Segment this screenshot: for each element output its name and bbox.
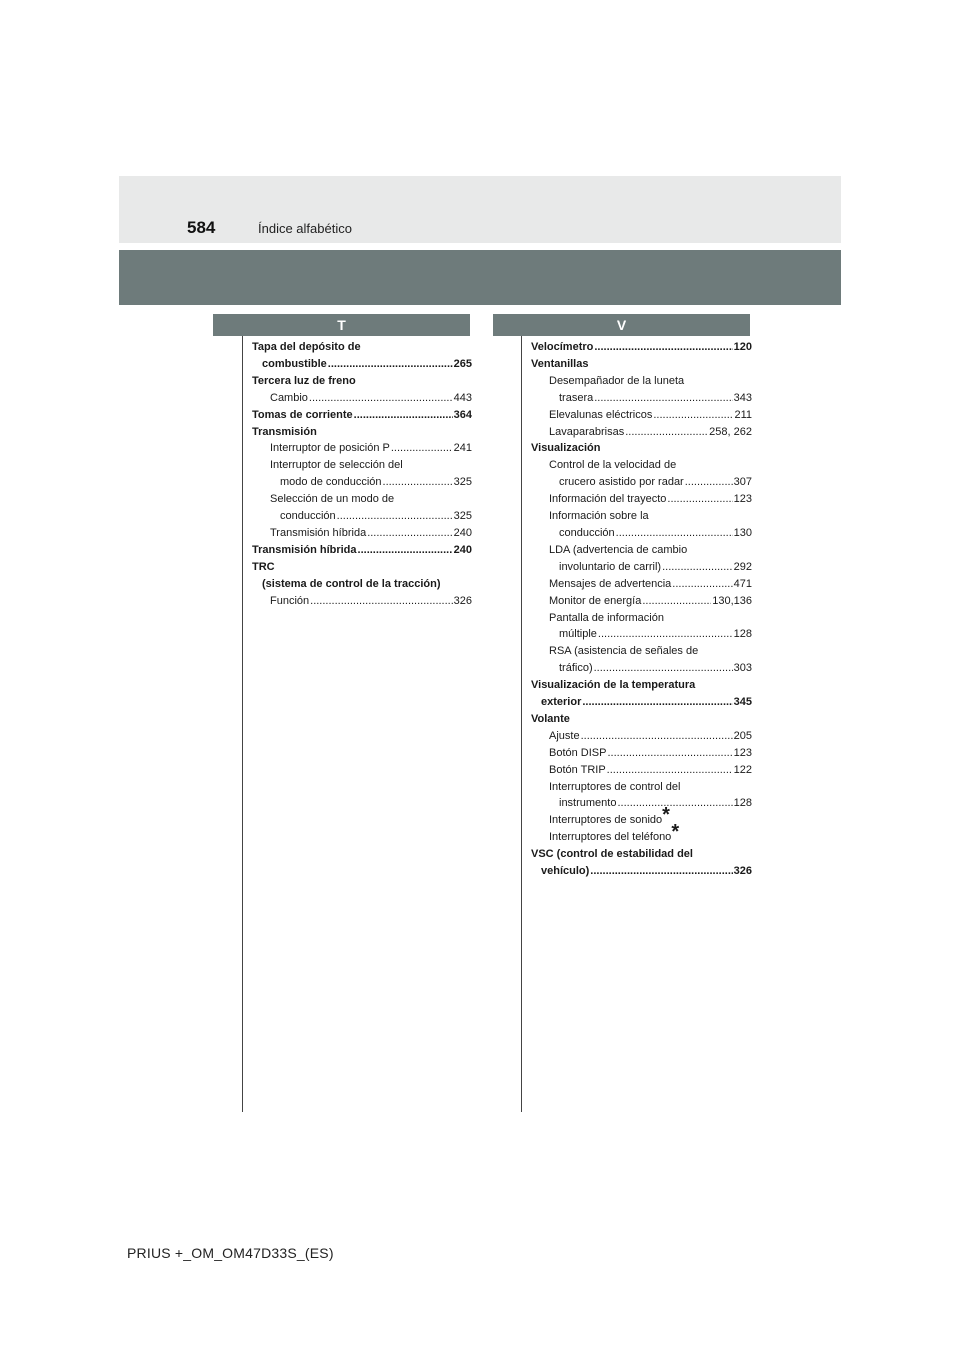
index-entry-term: Monitor de energía bbox=[549, 594, 642, 607]
index-entry-page: 130,136 bbox=[712, 594, 752, 607]
index-entry-term: Control de la velocidad de bbox=[549, 459, 677, 472]
index-entry-page: 120 bbox=[733, 341, 752, 353]
index-entry bbox=[252, 542, 472, 559]
footnote-asterisk: * bbox=[662, 804, 670, 827]
index-entry-term: Lavaparabrisas bbox=[549, 425, 625, 438]
index-entry-term: Interruptores de control del bbox=[549, 780, 681, 793]
footnote-asterisk: * bbox=[671, 821, 680, 844]
index-entry-term: RSA (asistencia de señales de bbox=[549, 645, 699, 658]
index-entry bbox=[531, 660, 752, 677]
index-entry-page: 122 bbox=[733, 763, 752, 776]
index-entry-page: 292 bbox=[733, 560, 752, 573]
index-entry bbox=[531, 542, 752, 559]
index-entry-term: Volante bbox=[531, 712, 570, 725]
index-entry bbox=[531, 424, 752, 441]
index-entry-term: Interruptores del teléfono bbox=[549, 831, 672, 844]
index-entry bbox=[252, 356, 472, 373]
index-entry bbox=[531, 846, 752, 863]
index-entry-term: exterior bbox=[541, 696, 582, 709]
index-entry bbox=[531, 373, 752, 390]
index-entry bbox=[531, 694, 752, 711]
index-entry bbox=[252, 474, 472, 491]
section-title: Índice alfabético bbox=[258, 221, 352, 236]
index-entry bbox=[531, 339, 752, 356]
index-entry bbox=[252, 440, 472, 457]
index-entry-term: Cambio bbox=[270, 391, 308, 404]
index-entry-page: 325 bbox=[453, 476, 472, 489]
index-entry bbox=[531, 407, 752, 424]
leader-dots bbox=[653, 407, 733, 424]
leader-dots bbox=[642, 593, 711, 610]
index-entry-term: (sistema de control de la tracción) bbox=[262, 577, 441, 590]
index-entry bbox=[531, 762, 752, 779]
index-entry-term: LDA (advertencia de cambio bbox=[549, 543, 688, 556]
index-entry-term: Selección de un modo de bbox=[270, 493, 395, 506]
index-entry bbox=[252, 491, 472, 508]
leader-dots bbox=[594, 390, 732, 407]
index-entry bbox=[531, 491, 752, 508]
leader-dots bbox=[391, 440, 453, 457]
index-entry-term: Interruptor de posición P bbox=[270, 442, 390, 455]
letter-heading-t: T bbox=[213, 314, 470, 336]
index-entry-page: 326 bbox=[453, 594, 472, 607]
index-entry bbox=[252, 457, 472, 474]
index-entry-term: Interruptores de sonido bbox=[549, 814, 663, 827]
letter-heading-v: V bbox=[493, 314, 750, 336]
index-entry bbox=[531, 863, 752, 880]
index-entry-term: VSC (control de estabilidad del bbox=[531, 848, 693, 861]
index-entry bbox=[531, 821, 752, 846]
index-entry-term: Función bbox=[270, 594, 310, 607]
index-entry bbox=[531, 356, 752, 373]
leader-dots bbox=[625, 424, 708, 441]
index-entry-page: 443 bbox=[453, 391, 472, 404]
index-entry-page: 241 bbox=[453, 442, 472, 455]
index-entry bbox=[252, 424, 472, 441]
index-entry-page: 345 bbox=[733, 696, 752, 709]
index-entry-term: Transmisión bbox=[252, 425, 317, 438]
leader-dots bbox=[337, 508, 453, 525]
index-entry-term: Visualización de la temperatura bbox=[531, 679, 696, 692]
index-entry bbox=[252, 373, 472, 390]
index-entry-term: Información sobre la bbox=[549, 510, 649, 523]
index-entry bbox=[252, 407, 472, 424]
leader-dots bbox=[358, 542, 453, 559]
index-entry-term: Desempañador de la luneta bbox=[549, 374, 685, 387]
index-column-t bbox=[252, 339, 472, 610]
index-entry bbox=[252, 508, 472, 525]
index-entry-term: Ventanillas bbox=[531, 357, 589, 370]
index-entry bbox=[252, 576, 472, 593]
index-column-v bbox=[531, 339, 752, 880]
index-entry-page: 240 bbox=[453, 543, 472, 556]
index-entry-term: Ajuste bbox=[549, 729, 580, 742]
index-entry-term: Botón DISP bbox=[549, 746, 607, 759]
leader-dots bbox=[594, 660, 733, 677]
index-entry-page: 343 bbox=[733, 391, 752, 404]
index-entry-term: modo de conducción bbox=[280, 476, 382, 489]
page-number: 584 bbox=[187, 218, 216, 237]
leader-dots bbox=[367, 525, 452, 542]
leader-dots bbox=[685, 474, 733, 491]
index-entry bbox=[531, 677, 752, 694]
index-entry-term: crucero asistido por radar bbox=[559, 476, 684, 489]
index-entry-page: 471 bbox=[733, 577, 752, 590]
index-entry bbox=[531, 779, 752, 796]
column-rule-v bbox=[521, 336, 522, 1112]
leader-dots bbox=[607, 762, 733, 779]
section-banner bbox=[119, 250, 841, 305]
index-entry bbox=[531, 576, 752, 593]
index-entry-term: Tomas de corriente bbox=[252, 408, 353, 421]
leader-dots bbox=[598, 626, 733, 643]
index-entry bbox=[531, 643, 752, 660]
index-entry-term: Información del trayecto bbox=[549, 493, 667, 506]
leader-dots bbox=[581, 728, 733, 745]
index-entry-page: 128 bbox=[733, 797, 752, 810]
index-entry-term: vehículo) bbox=[541, 865, 590, 878]
index-entry-page: 325 bbox=[453, 510, 472, 523]
leader-dots bbox=[662, 559, 733, 576]
index-entry-term: Tapa del depósito de bbox=[252, 341, 361, 353]
header-band bbox=[119, 176, 841, 243]
index-entry-page: 307 bbox=[733, 476, 752, 489]
index-entry-term: conducción bbox=[280, 510, 336, 523]
index-entry-term: Interruptor de selección del bbox=[270, 459, 403, 472]
index-entry bbox=[531, 593, 752, 610]
index-entry-page: 123 bbox=[733, 746, 752, 759]
index-entry bbox=[531, 559, 752, 576]
index-entry bbox=[252, 593, 472, 610]
index-entry-term: Mensajes de advertencia bbox=[549, 577, 672, 590]
index-entry bbox=[531, 711, 752, 728]
index-entry-term: Tercera luz de freno bbox=[252, 374, 356, 387]
index-entry-term: Botón TRIP bbox=[549, 763, 606, 776]
index-entry-term: Transmisión híbrida bbox=[252, 543, 357, 556]
index-entry bbox=[531, 508, 752, 525]
index-entry-term: combustible bbox=[262, 357, 327, 370]
index-entry-term: instrumento bbox=[559, 797, 617, 810]
index-entry bbox=[531, 804, 752, 829]
leader-dots bbox=[310, 593, 453, 610]
leader-dots bbox=[590, 863, 732, 880]
leader-dots bbox=[354, 407, 453, 424]
index-entry-term: Transmisión híbrida bbox=[270, 526, 367, 539]
leader-dots bbox=[328, 356, 453, 373]
leader-dots bbox=[667, 491, 732, 508]
index-entry-term: trasera bbox=[559, 391, 594, 404]
index-entry-page: 326 bbox=[733, 865, 752, 878]
index-entry-page: 128 bbox=[733, 628, 752, 641]
index-entry-page: 205 bbox=[733, 729, 752, 742]
leader-dots bbox=[309, 390, 453, 407]
index-entry-term: tráfico) bbox=[559, 662, 593, 675]
index-entry-page: 303 bbox=[733, 662, 752, 675]
index-entry-term: conducción bbox=[559, 526, 615, 539]
index-entry bbox=[531, 457, 752, 474]
index-entry bbox=[252, 525, 472, 542]
index-entry-term: Velocímetro bbox=[531, 341, 594, 353]
index-entry-page: 123 bbox=[733, 493, 752, 506]
index-entry-term: Visualización bbox=[531, 442, 601, 455]
index-entry bbox=[531, 610, 752, 627]
index-entry-page: 364 bbox=[453, 408, 472, 421]
leader-dots bbox=[616, 525, 733, 542]
index-entry bbox=[531, 525, 752, 542]
index-entry bbox=[531, 795, 752, 812]
index-entry bbox=[531, 626, 752, 643]
index-entry-page: 130 bbox=[733, 526, 752, 539]
leader-dots bbox=[594, 339, 732, 356]
index-entry bbox=[252, 339, 472, 356]
index-entry bbox=[252, 559, 472, 576]
leader-dots bbox=[607, 745, 732, 762]
index-entry bbox=[531, 728, 752, 745]
index-entry bbox=[531, 745, 752, 762]
index-entry-term: múltiple bbox=[559, 628, 597, 641]
index-entry-page: 240 bbox=[453, 526, 472, 539]
index-entry-term: TRC bbox=[252, 560, 275, 573]
index-entry-term: Elevalunas eléctricos bbox=[549, 408, 653, 421]
leader-dots bbox=[672, 576, 732, 593]
leader-dots bbox=[617, 795, 732, 812]
index-entry-term: involuntario de carril) bbox=[559, 560, 662, 573]
leader-dots bbox=[383, 474, 453, 491]
index-entry bbox=[252, 390, 472, 407]
index-entry bbox=[531, 474, 752, 491]
index-entry-page: 265 bbox=[453, 357, 472, 370]
index-entry bbox=[531, 390, 752, 407]
leader-dots bbox=[582, 694, 732, 711]
index-entry bbox=[531, 440, 752, 457]
column-rule-t bbox=[242, 336, 243, 1112]
index-entry-page: 258, 262 bbox=[709, 425, 752, 438]
index-entry-term: Pantalla de información bbox=[549, 611, 664, 624]
index-entry-page: 211 bbox=[734, 408, 752, 421]
document-footer: PRIUS +_OM_OM47D33S_(ES) bbox=[127, 1245, 334, 1261]
